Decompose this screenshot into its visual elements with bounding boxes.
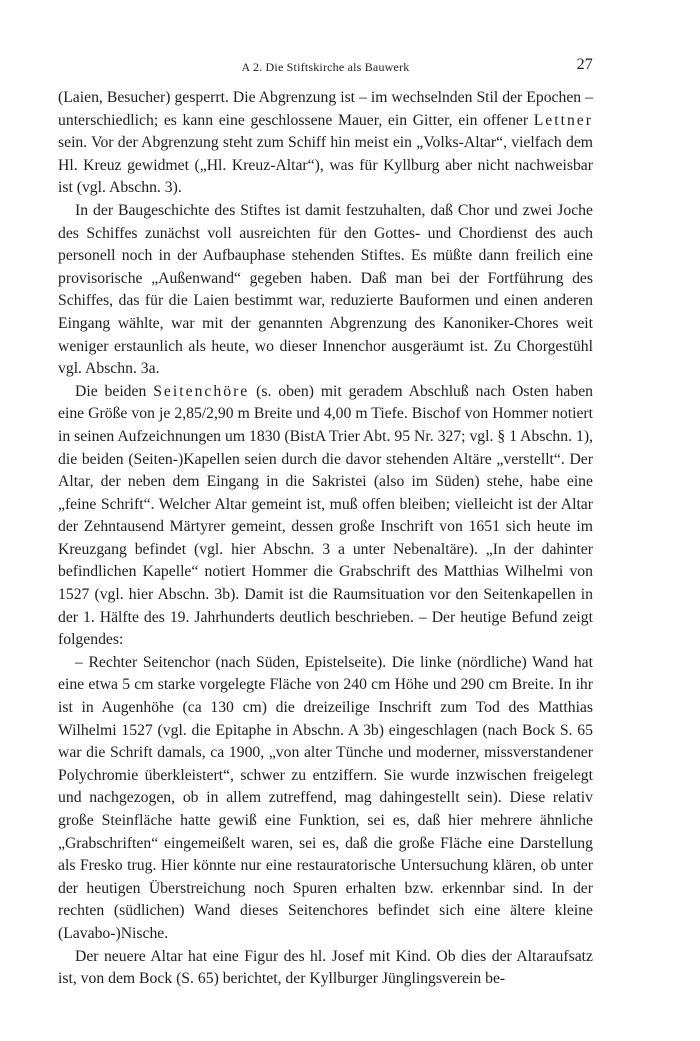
document-page (58, 56, 593, 991)
paragraph (58, 946, 593, 991)
body-text (58, 87, 593, 991)
paragraph (58, 381, 593, 652)
running-title: A 2. Die Stiftskirche als Bauwerk (241, 60, 410, 74)
text-run: In der Baugeschichte des Stiftes ist damit festzuhalten, daß Chor und zwei Joche des Schiffes zunächst voll ausreichten für den Gottes- und Chordienst des auch personell noch in der Aufbauphase stehenden Stiftes. Es müßte dann freilich eine provisorische „Außenwand“ gegeben haben. Daß man bei der Fortführung des Schiffes, das für die Laien bestimmt war, reduzierte Bauformen und einen anderen Eingang wählte, war mit der genannten Abgrenzung des Kanoniker-Chores weit weniger erstaunlich als heute, wo dieser Innenchor ausgeräumt ist. Zu Chorgestühl vgl. Abschn. 3a. (58, 201, 593, 378)
spaced-term: Seitenchöre (153, 382, 250, 400)
text-run: sein. Vor der Abgrenzung steht zum Schiff hin meist ein „Volks-Altar“, vielfach dem Hl. Kreuz gewidmet („Hl. Kreuz-Altar“), was für Kyllburg aber nicht nachweisbar ist (vgl. Abschn. 3). (58, 134, 593, 197)
paragraph (58, 652, 593, 946)
spaced-term: Lettner (533, 111, 593, 129)
text-run: (s. oben) mit geradem Abschluß nach Osten haben eine Größe von je 2,85/2,90 m Breite und 4,00 m Tiefe. Bischof von Hommer notiert in seinen Aufzeichnungen um 1830 (BistA Trier Abt. 95 Nr. 327; vgl. § 1 Abschn. 1), die beiden (Seiten-)Kapellen seien durch die davor stehenden Altäre „verstellt“. Der Altar, der neben dem Eingang in die Sakristei (also im Süden) stehe, habe eine „feine Schrift“. Welcher Altar gemeint ist, muß offen bleiben; vielleicht ist der Altar der Zehntausend Märtyrer gemeint, dessen große Inschrift von 1651 sich heute im Kreuzgang befindet (vgl. hier Abschn. 3 a unter Nebenaltäre). „In der dahinter befindlichen Kapelle“ notiert Hommer die Grabschrift des Matthias Wilhelmi von 1527 (vgl. hier Abschn. 3b). Damit ist die Raumsituation vor den Seitenkapellen in der 1. Hälfte des 19. Jahrhunderts deutlich beschrieben. – Der heutige Befund zeigt folgendes: (58, 382, 594, 649)
paragraph (58, 87, 593, 200)
text-run: (Laien, Besucher) gesperrt. Die Abgrenzung ist – im wechselnden Stil der Epochen – unterschiedlich; es kann eine geschlossene Mauer, ein Gitter, ein offener (58, 89, 593, 129)
page-number: 27 (576, 56, 593, 73)
text-run: – Rechter Seitenchor (nach Süden, Epistelseite). Die linke (nördliche) Wand hat eine etwa 5 cm starke vorgelegte Fläche von 240 cm Höhe und 290 cm Breite. In ihr ist in Augenhöhe (ca 130 cm) die dreizeilige Inschrift zum Tod des Matthias Wilhelmi 1527 (vgl. die Epitaphe in Abschn. A 3b) eingeschlagen (nach Bock S. 65 war die Schrift damals, ca 1900, „von alter Tünche und moderner, missverstandener Polychromie überkleistert“, schwer zu entziffern. Sie wurde inzwischen freigelegt und nachgezogen, ob in allem zutreffend, mag dahingestellt sein). Diese relativ große Steinfläche hatte gewiß eine Funktion, sei es, daß hier mehrere ähnliche „Grabschriften“ eingemeißelt waren, sei es, daß die große Fläche eine Darstellung als Fresko trug. Hier könnte nur eine restauratorische Untersuchung klären, ob unter der heutigen Überstreichung noch Spuren erhalten bzw. erkennbar sind. In der rechten (südlichen) Wand dieses Seitenchores befindet sich eine ältere kleine (Lavabo-)Nische. (58, 653, 593, 942)
text-run: Der neuere Altar hat eine Figur des hl. Josef mit Kind. Ob dies der Altaraufsatz ist, von dem Bock (S. 65) berichtet, der Kyllburger Jünglingsverein be- (58, 947, 593, 988)
text-run: Die beiden (75, 382, 154, 400)
paragraph (58, 200, 593, 381)
running-header (58, 56, 593, 78)
